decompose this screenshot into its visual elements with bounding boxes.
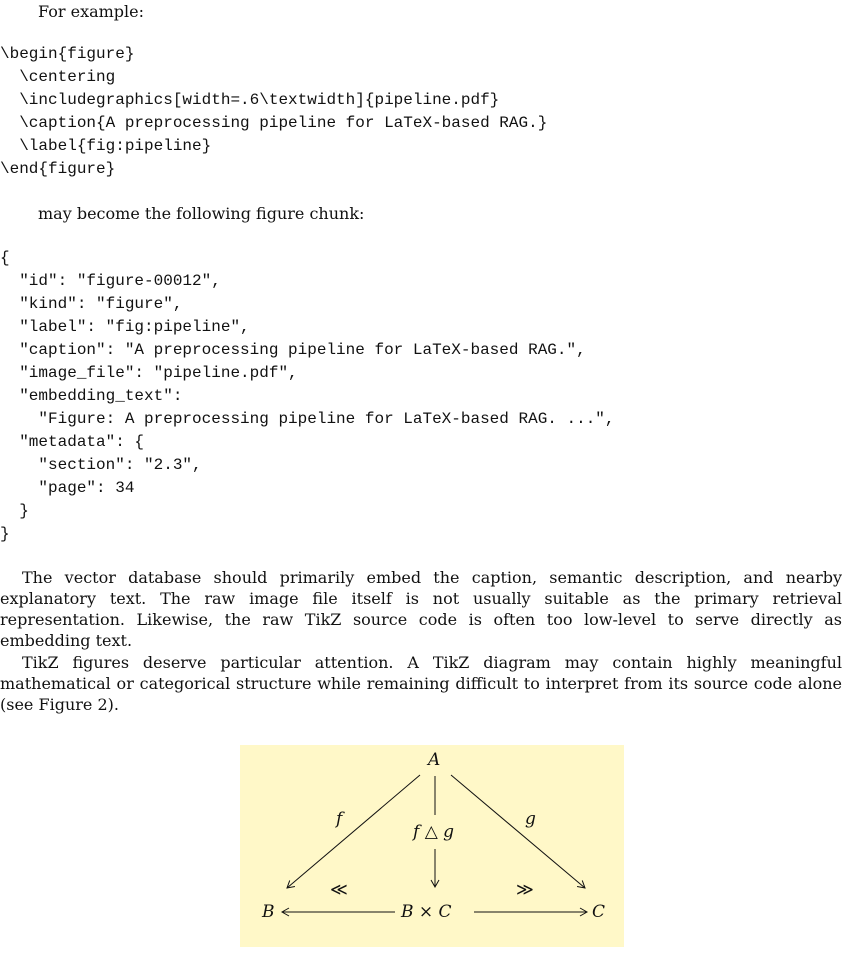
json-code-line: "embedding_text": <box>0 387 183 405</box>
node-b: B <box>262 902 275 922</box>
body-paragraph: The vector database should primarily embed the caption, semantic description, and nearby explanatory text. The raw image file itself is not usually suitable as the primary retrieval representation. Likewise, the raw TikZ source code is often too low-level to serve directly as embedding text. <box>0 568 842 650</box>
json-code-line: } <box>0 525 10 543</box>
latex-code-line: \begin{figure} <box>0 45 135 63</box>
node-a: A <box>428 750 441 770</box>
intro-text: For example: <box>38 2 145 21</box>
label-projection-right: ≫ <box>516 880 534 900</box>
arrow-f <box>287 775 420 888</box>
label-g: g <box>525 809 536 829</box>
body-paragraph: TikZ figures deserve particular attention. A TikZ diagram may contain highly meaningful mathematical or categorical structure while remaining difficult to interpret from its source code alone (see Figure 2). <box>0 653 842 714</box>
transition-text: may become the following figure chunk: <box>38 204 365 223</box>
json-code-line: "image_file": "pipeline.pdf", <box>0 364 298 382</box>
json-code-line: "label": "fig:pipeline", <box>0 318 250 336</box>
json-code-line: "Figure: A preprocessing pipeline for LaTeX-based RAG. ...", <box>0 410 615 428</box>
arrow-g <box>451 775 585 888</box>
json-code-line: "page": 34 <box>0 479 135 497</box>
latex-code-line: \includegraphics[width=.6\textwidth]{pipeline.pdf} <box>0 91 500 109</box>
json-code-line: } <box>0 502 29 520</box>
latex-code-line: \end{figure} <box>0 160 116 178</box>
json-code-line: { <box>0 249 10 267</box>
json-code-line: "kind": "figure", <box>0 295 183 313</box>
node-c: C <box>592 902 606 922</box>
label-pair: f △ g <box>413 822 455 842</box>
tikz-diagram <box>240 745 624 947</box>
latex-code-line: \caption{A preprocessing pipeline for LaTeX-based RAG.} <box>0 114 548 132</box>
node-b-times-c: B × C <box>401 902 452 922</box>
json-code-line: "metadata": { <box>0 433 145 451</box>
json-code-line: "id": "figure-00012", <box>0 272 221 290</box>
label-f: f <box>336 809 343 829</box>
latex-code-line: \label{fig:pipeline} <box>0 137 212 155</box>
json-code-line: "section": "2.3", <box>0 456 202 474</box>
json-code-line: "caption": "A preprocessing pipeline for LaTeX-based RAG.", <box>0 341 586 359</box>
latex-code-line: \centering <box>0 68 116 86</box>
label-projection-left: ≪ <box>330 880 348 900</box>
